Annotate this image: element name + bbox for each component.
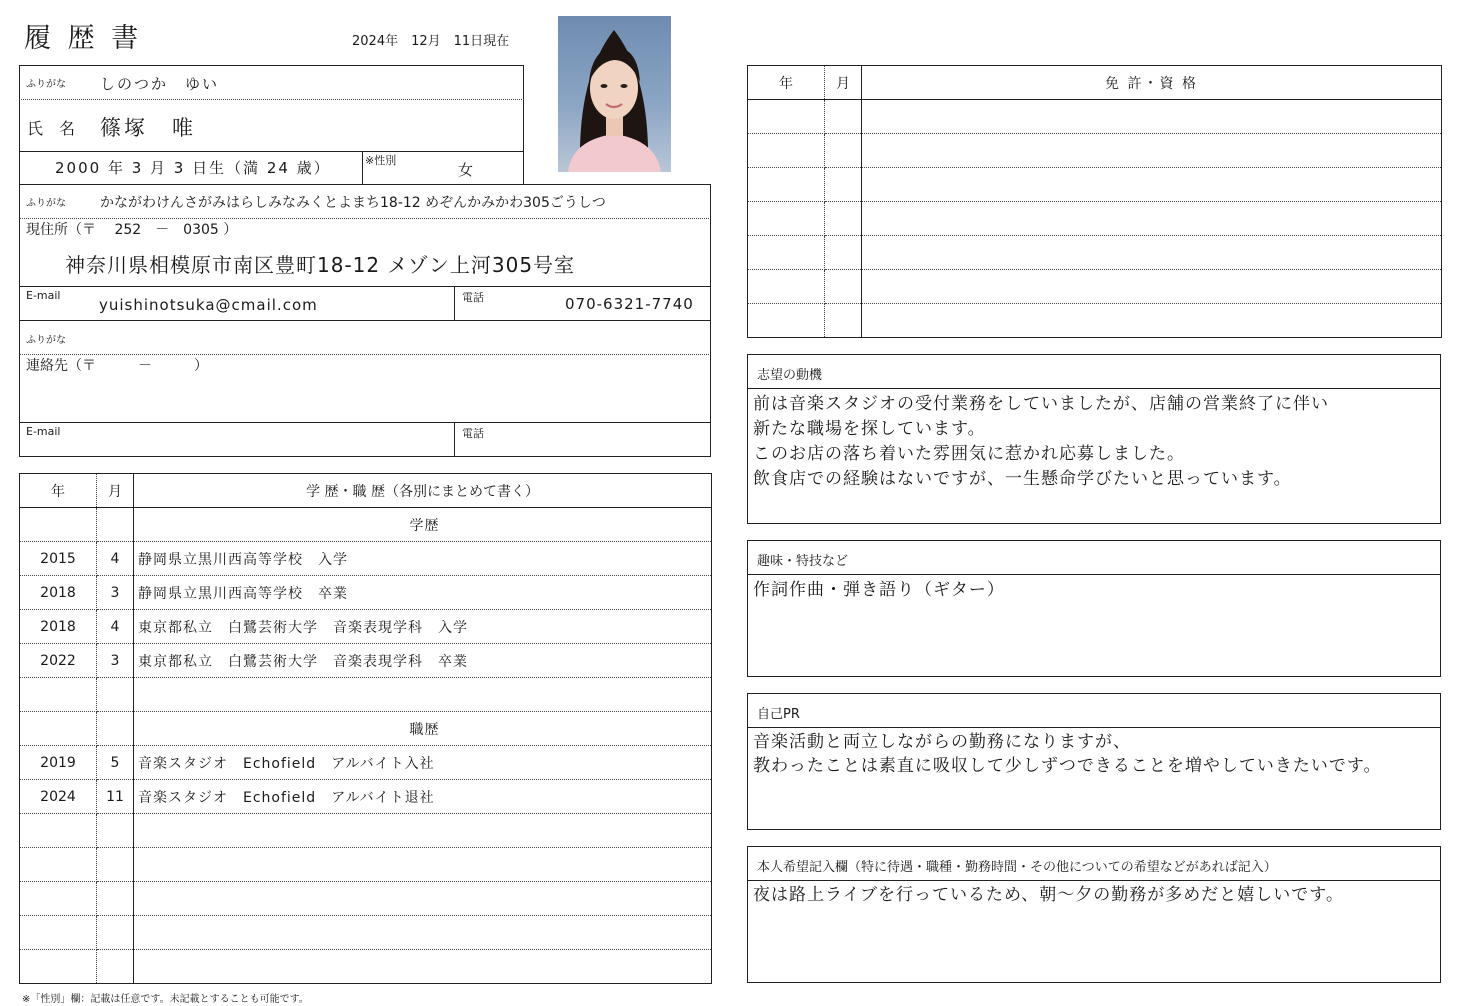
history-month-cell — [97, 916, 134, 950]
portrait-photo — [558, 16, 671, 172]
phone-value: 070-6321-7740 — [565, 295, 694, 313]
date-text: 2024年 12月 11日現在 — [352, 34, 510, 49]
history-year-cell: 2015 — [20, 542, 97, 576]
contact-postal: 連絡先（〒 － ） — [26, 358, 208, 374]
history-year-cell: 2018 — [20, 610, 97, 644]
birth-date: 2000 年 3 月 3 日生（満 24 歳） — [55, 159, 331, 177]
history-table — [19, 473, 712, 984]
license-year-cell — [748, 168, 825, 202]
history-month-cell — [97, 814, 134, 848]
license-month-cell — [825, 304, 862, 338]
history-row — [20, 712, 712, 746]
license-month-cell — [825, 202, 862, 236]
portrait-photo-icon — [558, 16, 671, 172]
contact-email-label: E-mail — [26, 425, 61, 438]
history-row — [20, 746, 712, 780]
history-year-header: 年 — [20, 474, 97, 508]
history-header-row — [20, 474, 712, 508]
history-desc-cell: 東京都私立 白鷺芸術大学 音楽表現学科 入学 — [134, 610, 712, 644]
history-month-cell: 4 — [97, 542, 134, 576]
license-desc-cell — [862, 168, 1442, 202]
history-year-cell: 2019 — [20, 746, 97, 780]
motivation-line: 前は音楽スタジオの受付業務をしていましたが、店舗の営業終了に伴い — [753, 394, 1329, 414]
license-row — [748, 134, 1442, 168]
history-year-cell — [20, 848, 97, 882]
license-desc-cell — [862, 100, 1442, 134]
history-row — [20, 950, 712, 984]
history-month-cell — [97, 508, 134, 542]
email-label: E-mail — [26, 289, 61, 302]
history-month-cell — [97, 678, 134, 712]
history-row — [20, 644, 712, 678]
history-desc-cell: 東京都私立 白鷺芸術大学 音楽表現学科 卒業 — [134, 644, 712, 678]
license-desc-cell — [862, 270, 1442, 304]
history-desc-cell: 音楽スタジオ Echofield アルバイト退社 — [134, 780, 712, 814]
license-year-cell — [748, 270, 825, 304]
self-pr-section — [747, 693, 1441, 830]
motivation-line: 飲食店での経験はないですが、一生懸命学びたいと思っています。 — [753, 469, 1292, 489]
history-month-cell: 4 — [97, 610, 134, 644]
name-label: 氏 名 — [27, 119, 76, 138]
address-line: 神奈川県相模原市南区豊町18-12 メゾン上河305号室 — [65, 253, 576, 277]
history-desc-cell — [134, 848, 712, 882]
history-year-cell — [20, 916, 97, 950]
hobbies-text — [753, 578, 1005, 603]
history-desc-cell — [134, 950, 712, 984]
history-desc-cell: 音楽スタジオ Echofield アルバイト入社 — [134, 746, 712, 780]
history-month-cell — [97, 950, 134, 984]
motivation-section — [747, 354, 1441, 524]
history-row — [20, 916, 712, 950]
history-row — [20, 508, 712, 542]
gender-value: 女 — [458, 161, 474, 179]
motivation-label: 志望の動機 — [757, 368, 823, 383]
email-value: yuishinotsuka@cmail.com — [99, 296, 318, 314]
history-month-cell: 3 — [97, 644, 134, 678]
hobbies-line: 作詞作曲・弾き語り（ギター） — [753, 580, 1005, 600]
footnote: ※「性別」欄：記載は任意です。未記載とすることも可能です。 — [22, 994, 309, 1005]
history-month-cell: 11 — [97, 780, 134, 814]
history-row — [20, 610, 712, 644]
history-year-cell — [20, 678, 97, 712]
license-row — [748, 304, 1442, 338]
history-year-cell: 2024 — [20, 780, 97, 814]
history-desc-cell — [134, 678, 712, 712]
requests-text — [753, 883, 1344, 907]
license-month-header: 月 — [825, 66, 862, 100]
license-row — [748, 270, 1442, 304]
license-year-header: 年 — [748, 66, 825, 100]
requests-section — [747, 846, 1441, 983]
gender-label: ※性別 — [365, 154, 397, 167]
history-row — [20, 882, 712, 916]
license-month-cell — [825, 134, 862, 168]
history-year-cell — [20, 712, 97, 746]
license-month-cell — [825, 270, 862, 304]
license-row — [748, 168, 1442, 202]
license-year-cell — [748, 304, 825, 338]
license-row — [748, 100, 1442, 134]
history-month-cell: 5 — [97, 746, 134, 780]
license-desc-cell — [862, 304, 1442, 338]
license-desc-cell — [862, 202, 1442, 236]
license-year-cell — [748, 202, 825, 236]
history-year-cell: 2022 — [20, 644, 97, 678]
license-row — [748, 236, 1442, 270]
history-row — [20, 576, 712, 610]
name-furigana: しのつか ゆい — [100, 75, 220, 93]
license-year-cell — [748, 134, 825, 168]
self-pr-line: 音楽活動と両立しながらの勤務になりますが、 — [753, 732, 1131, 752]
history-row — [20, 678, 712, 712]
license-month-cell — [825, 236, 862, 270]
self-pr-line: 教わったことは素直に吸収して少しずつできることを増やしていきたいです。 — [753, 756, 1382, 776]
address-furigana-label: ふりがな — [26, 198, 66, 209]
history-row — [20, 848, 712, 882]
history-desc-cell: 静岡県立黒川西高等学校 入学 — [134, 542, 712, 576]
license-header-row — [748, 66, 1442, 100]
history-desc-cell — [134, 882, 712, 916]
address-furigana: かながわけんさがみはらしみなみくとよまち18-12 めぞんかみかわ305ごうしつ — [100, 195, 606, 211]
license-desc-cell — [862, 236, 1442, 270]
contact-phone-label: 電話 — [462, 427, 484, 440]
history-row — [20, 780, 712, 814]
history-desc-cell — [134, 916, 712, 950]
motivation-line: 新たな職場を探しています。 — [753, 419, 986, 439]
motivation-line: このお店の落ち着いた雰囲気に惹かれ応募しました。 — [753, 444, 1185, 464]
page-title: 履 歴 書 — [24, 23, 143, 54]
hobbies-section — [747, 540, 1441, 677]
history-year-cell — [20, 950, 97, 984]
history-desc-cell — [134, 814, 712, 848]
requests-line: 夜は路上ライブを行っているため、朝～夕の勤務が多めだと嬉しいです。 — [753, 885, 1344, 905]
history-year-cell — [20, 814, 97, 848]
address-postal: 現住所（〒 252 － 0305 ） — [26, 222, 238, 238]
name-furigana-label: ふりがな — [26, 79, 66, 90]
history-month-cell — [97, 882, 134, 916]
history-month-cell — [97, 712, 134, 746]
self-pr-text — [753, 730, 1381, 778]
history-month-cell — [97, 848, 134, 882]
history-row — [20, 542, 712, 576]
phone-label: 電話 — [462, 291, 484, 304]
motivation-text — [753, 392, 1329, 492]
full-name: 篠塚 唯 — [100, 116, 196, 140]
history-desc-cell: 職歴 — [134, 712, 712, 746]
history-desc-header: 学 歴・職 歴（各別にまとめて書く） — [134, 474, 712, 508]
license-month-cell — [825, 168, 862, 202]
history-year-cell — [20, 508, 97, 542]
license-year-cell — [748, 236, 825, 270]
license-desc-header: 免 許・資 格 — [862, 66, 1442, 100]
license-year-cell — [748, 100, 825, 134]
self-pr-label: 自己PR — [757, 707, 800, 722]
license-month-cell — [825, 100, 862, 134]
requests-label: 本人希望記入欄（特に待遇・職種・勤務時間・その他についての希望などがあれば記入） — [757, 860, 1277, 875]
contact-furigana-label: ふりがな — [26, 335, 66, 346]
history-month-header: 月 — [97, 474, 134, 508]
history-desc-cell: 学歴 — [134, 508, 712, 542]
history-desc-cell: 静岡県立黒川西高等学校 卒業 — [134, 576, 712, 610]
hobbies-label: 趣味・特技など — [757, 554, 849, 569]
license-desc-cell — [862, 134, 1442, 168]
history-year-cell: 2018 — [20, 576, 97, 610]
history-row — [20, 814, 712, 848]
license-row — [748, 202, 1442, 236]
license-table — [747, 65, 1442, 338]
history-month-cell: 3 — [97, 576, 134, 610]
history-year-cell — [20, 882, 97, 916]
